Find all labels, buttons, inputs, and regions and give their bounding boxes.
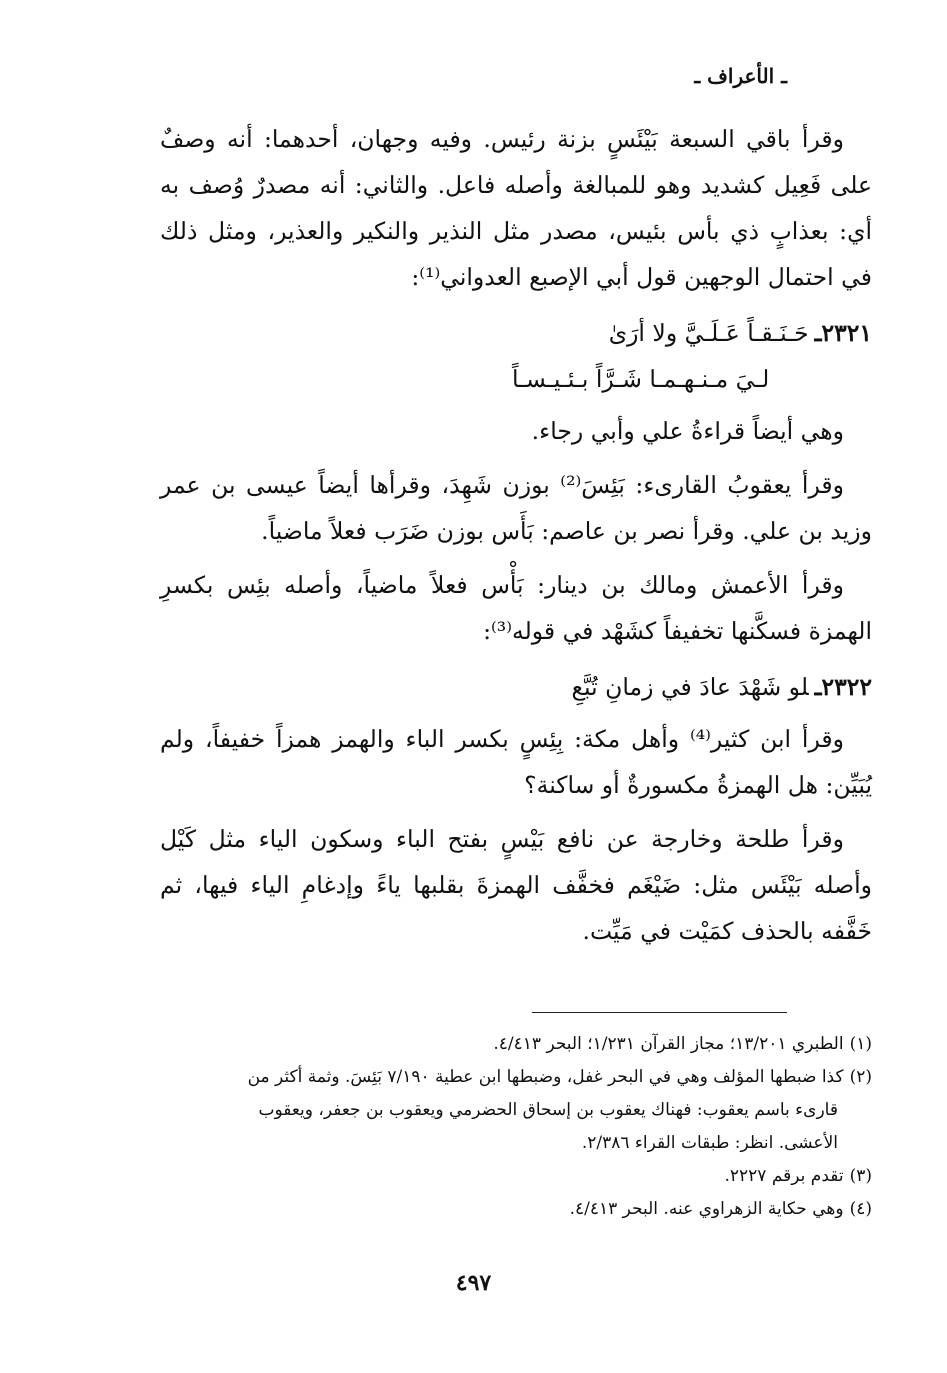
- footnote-3: [160, 1160, 872, 1193]
- footnote-number: (٤): [849, 1199, 872, 1219]
- footnote-number: (٣): [849, 1166, 872, 1186]
- footnote-text: الطبري ١٣/٢٠١؛ مجاز القرآن ١/٢٣١؛ البحر ٤/٤١٣.: [493, 1034, 844, 1054]
- footnote-text: وهي حكاية الزهراوي عنه. البحر ٤/٤١٣.: [569, 1199, 844, 1219]
- footnote-separator: [532, 1012, 787, 1013]
- page-number: ٤٩٧: [455, 1270, 492, 1296]
- paragraph-3: وقرأ يعقوبُ القارىء: بَئِسَ⁽²⁾ بوزن شَهِدَ، وقرأها أيضاً عيسى بن عمر وزيد بن علي. وقرأ نصر بن عاصم: بَأَس بوزن ضَرَب فعلاً ماضياً.: [160, 471, 872, 545]
- footnote-number: (١): [849, 1034, 872, 1054]
- footnote-4: [160, 1193, 872, 1226]
- paragraph-1: وقرأ باقي السبعة بَيْئَسٍ بزنة رئيس. وفيه وجهان، أحدهما: أنه وصفٌ على فَعِيل كشديد وهو للمبالغة وأصله فاعل. والثاني: أنه مصدرٌ وُصف به أي: بعذابٍ ذي بأس بئيس، مصدر مثل النذير والنكير والعذير، ومثل ذلك في احتمال الوجهين قول أبي الإصبع العدواني⁽¹⁾:: [160, 125, 872, 291]
- paragraph-6: وقرأ طلحة وخارجة عن نافع بَيْسٍ بفتح الباء وسكون الياء مثل كَيْل وأصله بَيْئَس مثل: ضَيْغَم فخفَّف الهمزةَ بقلبها ياءً وإدغامِ الياء فيها، ثم خَفَّفه بالحذف كمَيْت في مَيِّت.: [160, 825, 872, 945]
- verse-2322: [160, 664, 872, 710]
- footnote-text: الأعشى. انظر: طبقات القراء ٢/٣٨٦.: [581, 1133, 838, 1153]
- footnote-2: [160, 1061, 872, 1094]
- main-text: [160, 116, 872, 958]
- paragraph-5: وقرأ ابن كثير⁽⁴⁾ وأهل مكة: بِئِسٍ بكسر الباء والهمز همزاً خفيفاً، ولم يُبَيِّن: هل الهمزةُ مكسورةٌ أو ساكنة؟: [160, 725, 872, 799]
- footnote-text: تقدم برقم ٢٢٢٧.: [724, 1166, 844, 1186]
- footnotes: [160, 1028, 872, 1226]
- footnote-2-continuation: [160, 1127, 872, 1160]
- paragraph-4: وقرأ الأعمش ومالك بن دينار: بَأْس فعلاً ماضياً، وأصله بئِس بكسرِ الهمزة فسكَّنها تخفيفاً كشَهْد في قوله⁽³⁾:: [160, 571, 872, 645]
- footnote-1: [160, 1028, 872, 1061]
- verse-hemistich-1: حَـنَـقـاً عَـلَـيَّ ولا أرَىٰ: [608, 319, 809, 347]
- footnote-number: (٢): [849, 1067, 872, 1087]
- paragraph-2: وهي أيضاً قراءةُ علي وأبي رجاء.: [531, 417, 844, 445]
- running-header: ـ الأعراف ـ: [694, 64, 787, 88]
- verse-number: ٢٣٢٢ـ: [814, 673, 872, 701]
- verse-number: ٢٣٢١ـ: [814, 319, 872, 347]
- verse-hemistich-2: لـيَ مـنـهـمـا شَـرَّاً بـئـيـسـاً: [512, 365, 770, 393]
- footnote-2-continuation: [160, 1094, 872, 1127]
- footnote-text: كذا ضبطها المؤلف وهي في البحر غفل، وضبطها ابن عطية ٧/١٩٠ بَئِسَ. وثمة أكثر من: [247, 1067, 844, 1087]
- verse-hemistich-1: لو شَهْدَ عادَ في زمانِ تُبَّعِ: [571, 673, 809, 701]
- footnote-text: قارىء باسم يعقوب: فهناك يعقوب بن إسحاق الحضرمي ويعقوب بن جعفر، ويعقوب: [258, 1100, 838, 1120]
- verse-2321: [160, 310, 872, 402]
